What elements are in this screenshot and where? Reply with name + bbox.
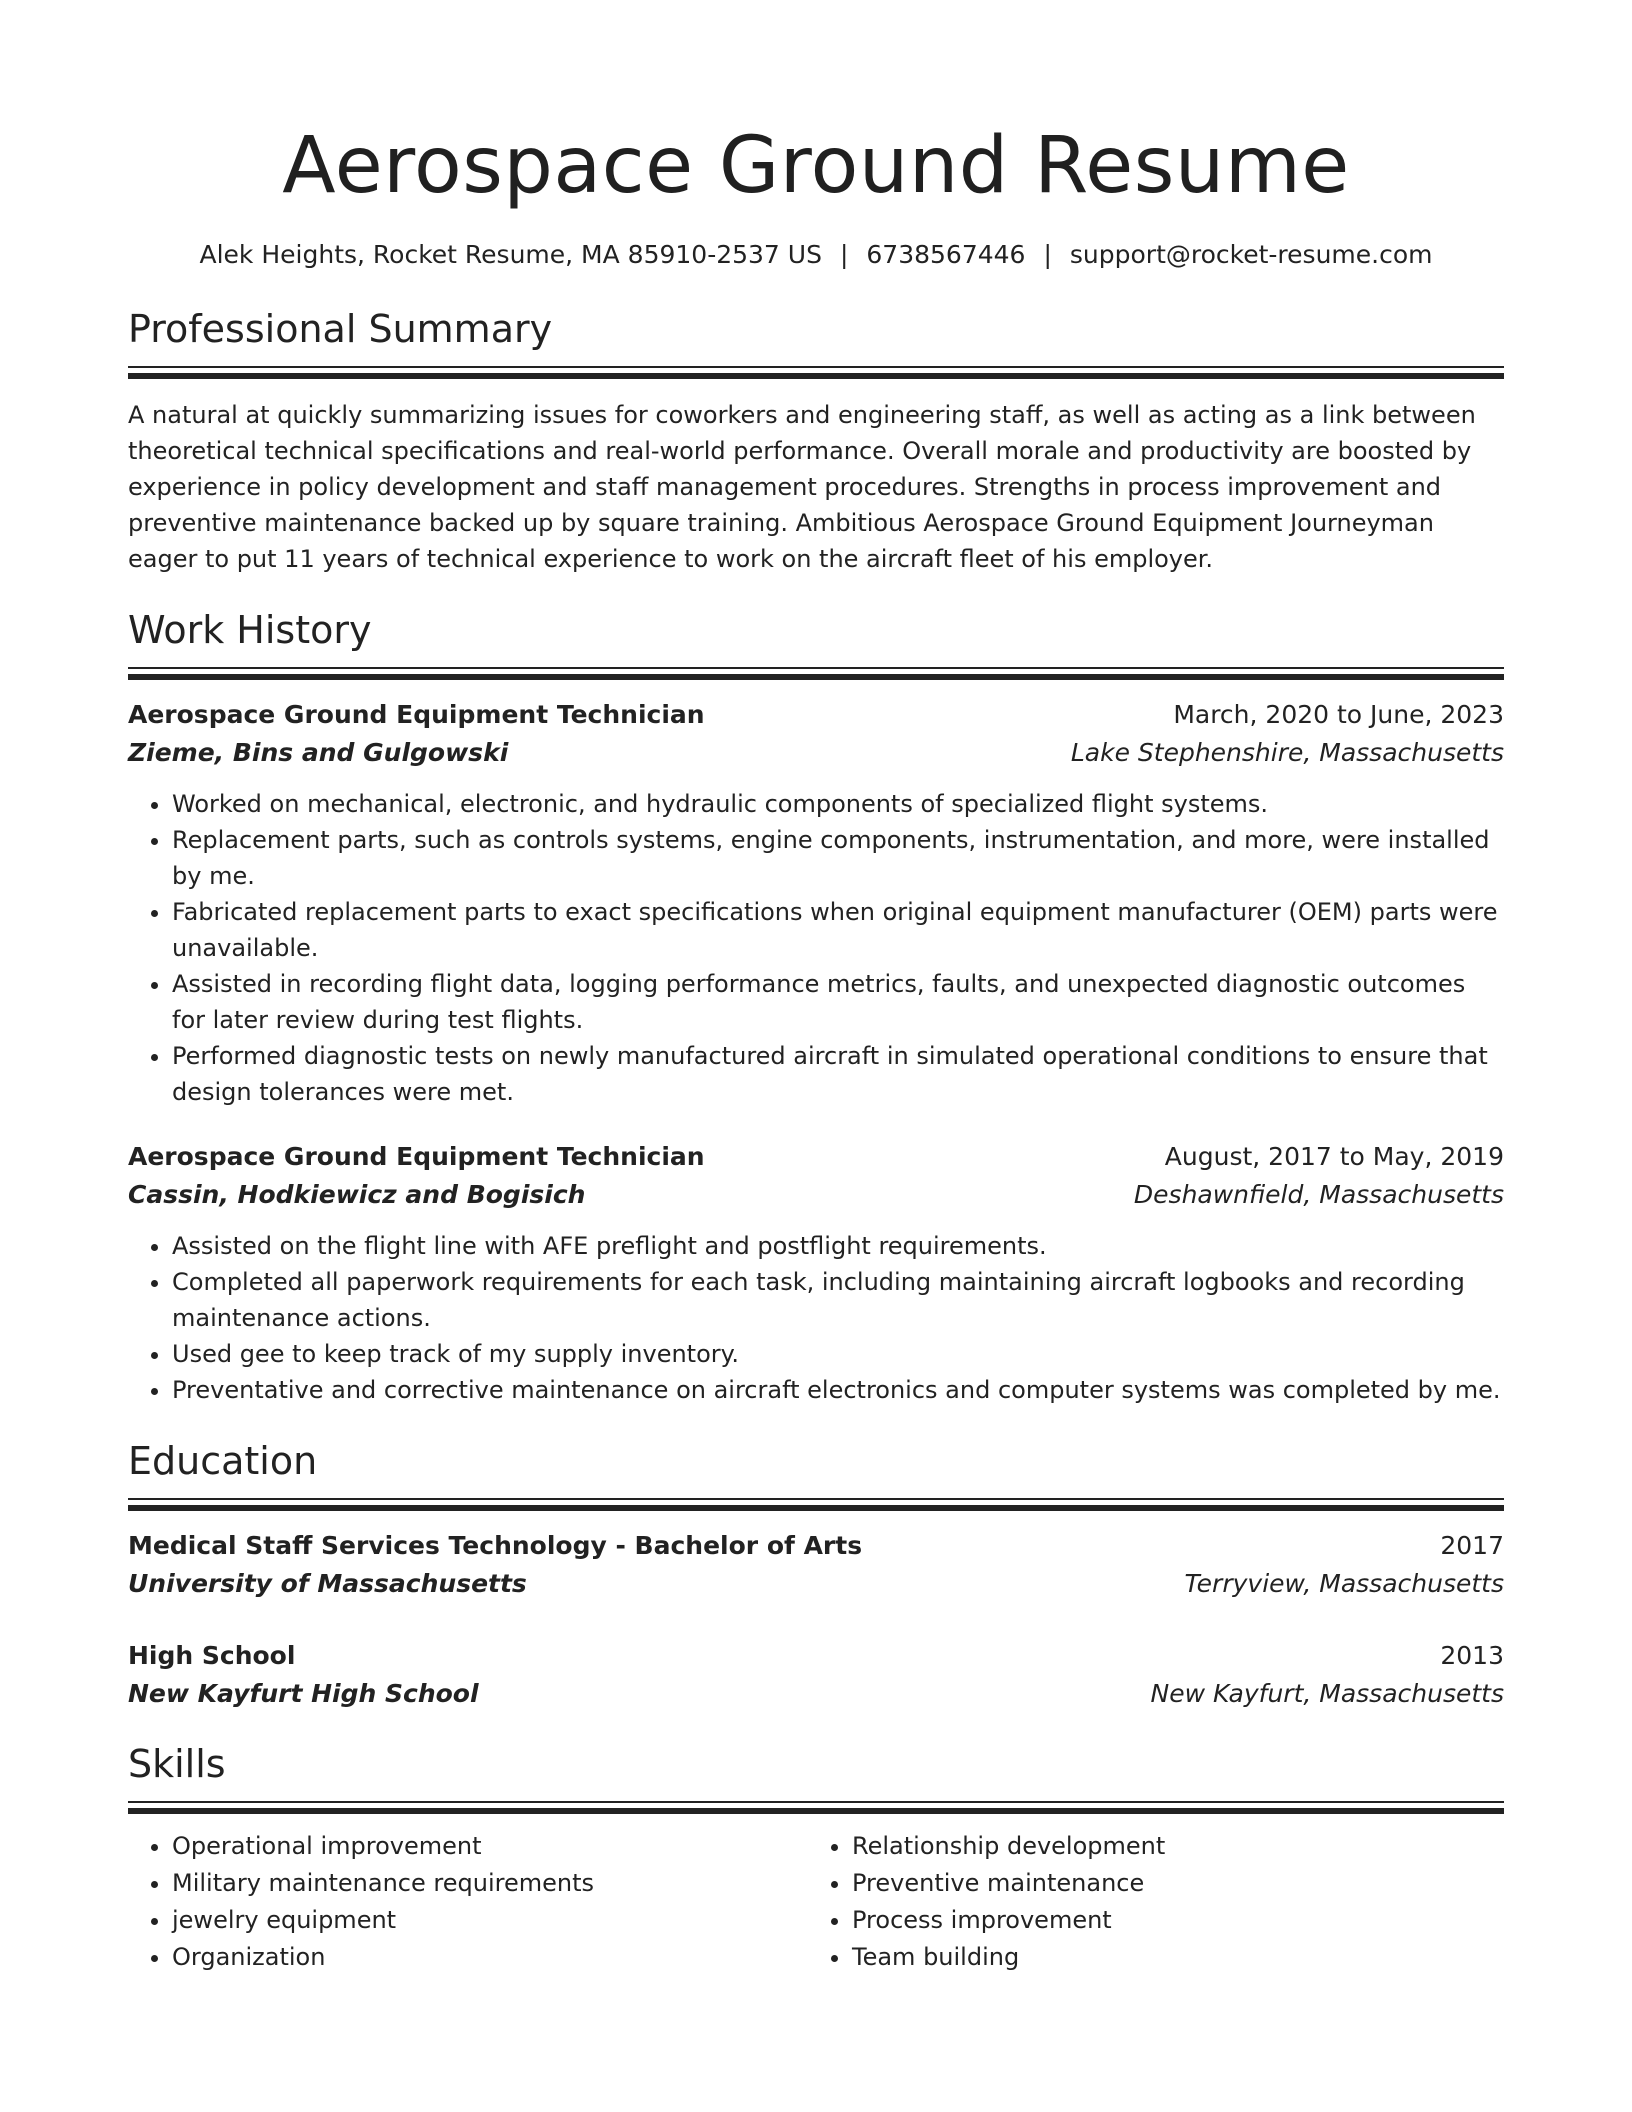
job-dates: March, 2020 to June, 2023 [1173,700,1504,729]
list-item: • Used gee to keep track of my supply inventory. [172,1336,1504,1372]
education-section [128,1436,1504,1713]
list-item: • Preventative and corrective maintenance on aircraft electronics and computer systems was completed by me. [172,1372,1504,1408]
summary-section [128,304,1504,577]
job-title: Aerospace Ground Equipment Technician [128,700,705,729]
section-divider [128,1498,1504,1511]
list-item: • Team building [852,1939,1488,1976]
summary-text: A natural at quickly summarizing issues for coworkers and engineering staff, as well as acting as a link between theoretical technical specifications and real-world performance. Overall morale and productivity are boosted by experience in policy development and staff management procedures. Strengths in process improvement and preventive maintenance backed up by square training. Ambitious Aerospace Ground Equipment Journeyman eager to put 11 years of technical experience to work on the aircraft fleet of his employer. [128,401,1476,573]
list-item: • jewelry equipment [172,1902,808,1939]
work-section [128,605,1504,1408]
school-name: New Kayfurt High School [128,1679,479,1708]
degree: High School [128,1641,296,1670]
job-entry [128,696,1504,1110]
list-item: • Performed diagnostic tests on newly manufactured aircraft in simulated operational conditions to ensure that design tolerances were met. [172,1038,1504,1110]
degree: Medical Staff Services Technology - Bachelor of Arts [128,1531,863,1560]
job-bullets [128,1228,1504,1408]
list-item: • Completed all paperwork requirements for each task, including maintaining aircraft logbooks and recording maintenance actions. [172,1264,1504,1336]
skills-heading: Skills [128,1742,226,1786]
list-item: • Process improvement [852,1902,1488,1939]
contact-email: support@rocket-resume.com [1069,240,1433,269]
education-entry [128,1527,1504,1603]
contact-phone: 6738567446 [866,240,1026,269]
contact-separator: | [839,240,849,269]
skills-columns [128,1828,1504,1976]
list-item: • Military maintenance requirements [172,1865,808,1902]
list-item: • Preventive maintenance [852,1865,1488,1902]
contact-separator: | [1043,240,1052,269]
school-location: New Kayfurt, Massachusetts [1150,1679,1504,1708]
school-location: Terryview, Massachusetts [1184,1569,1504,1598]
list-item: • Operational improvement [172,1828,808,1865]
job-company: Zieme, Bins and Gulgowski [128,738,509,767]
summary-heading: Professional Summary [128,307,553,351]
contact-address: Alek Heights, Rocket Resume, MA 85910-2537 US [199,240,822,269]
list-item: • Organization [172,1939,808,1976]
skills-list-left [128,1828,808,1976]
skills-section [128,1739,1504,1976]
job-dates: August, 2017 to May, 2019 [1164,1142,1504,1171]
education-year: 2017 [1440,1531,1504,1560]
job-location: Deshawnfield, Massachusetts [1133,1180,1504,1209]
resume-title: Aerospace Ground Resume [282,121,1350,211]
job-entry [128,1138,1504,1408]
work-heading: Work History [128,608,372,652]
education-year: 2013 [1440,1641,1504,1670]
resume-content [128,110,1504,1976]
education-entry [128,1637,1504,1713]
job-company: Cassin, Hodkiewicz and Bogisich [128,1180,586,1209]
job-location: Lake Stephenshire, Massachusetts [1070,738,1504,767]
school-name: University of Massachusetts [128,1569,527,1598]
section-divider [128,1801,1504,1814]
list-item: • Fabricated replacement parts to exact specifications when original equipment manufacturer (OEM) parts were unavailable. [172,894,1504,966]
list-item: • Relationship development [852,1828,1488,1865]
list-item: • Replacement parts, such as controls systems, engine components, instrumentation, and more, were installed by me. [172,822,1504,894]
job-bullets [128,786,1504,1110]
list-item: • Assisted on the flight line with AFE preflight and postflight requirements. [172,1228,1504,1264]
education-heading: Education [128,1439,318,1483]
list-item: • Worked on mechanical, electronic, and hydraulic components of specialized flight systems. [172,786,1504,822]
skills-list-right [808,1828,1488,1976]
section-divider [128,366,1504,379]
job-title: Aerospace Ground Equipment Technician [128,1142,705,1171]
list-item: • Assisted in recording flight data, logging performance metrics, faults, and unexpected diagnostic outcomes for later review during test flights. [172,966,1504,1038]
section-divider [128,667,1504,680]
contact-line [128,236,1504,274]
